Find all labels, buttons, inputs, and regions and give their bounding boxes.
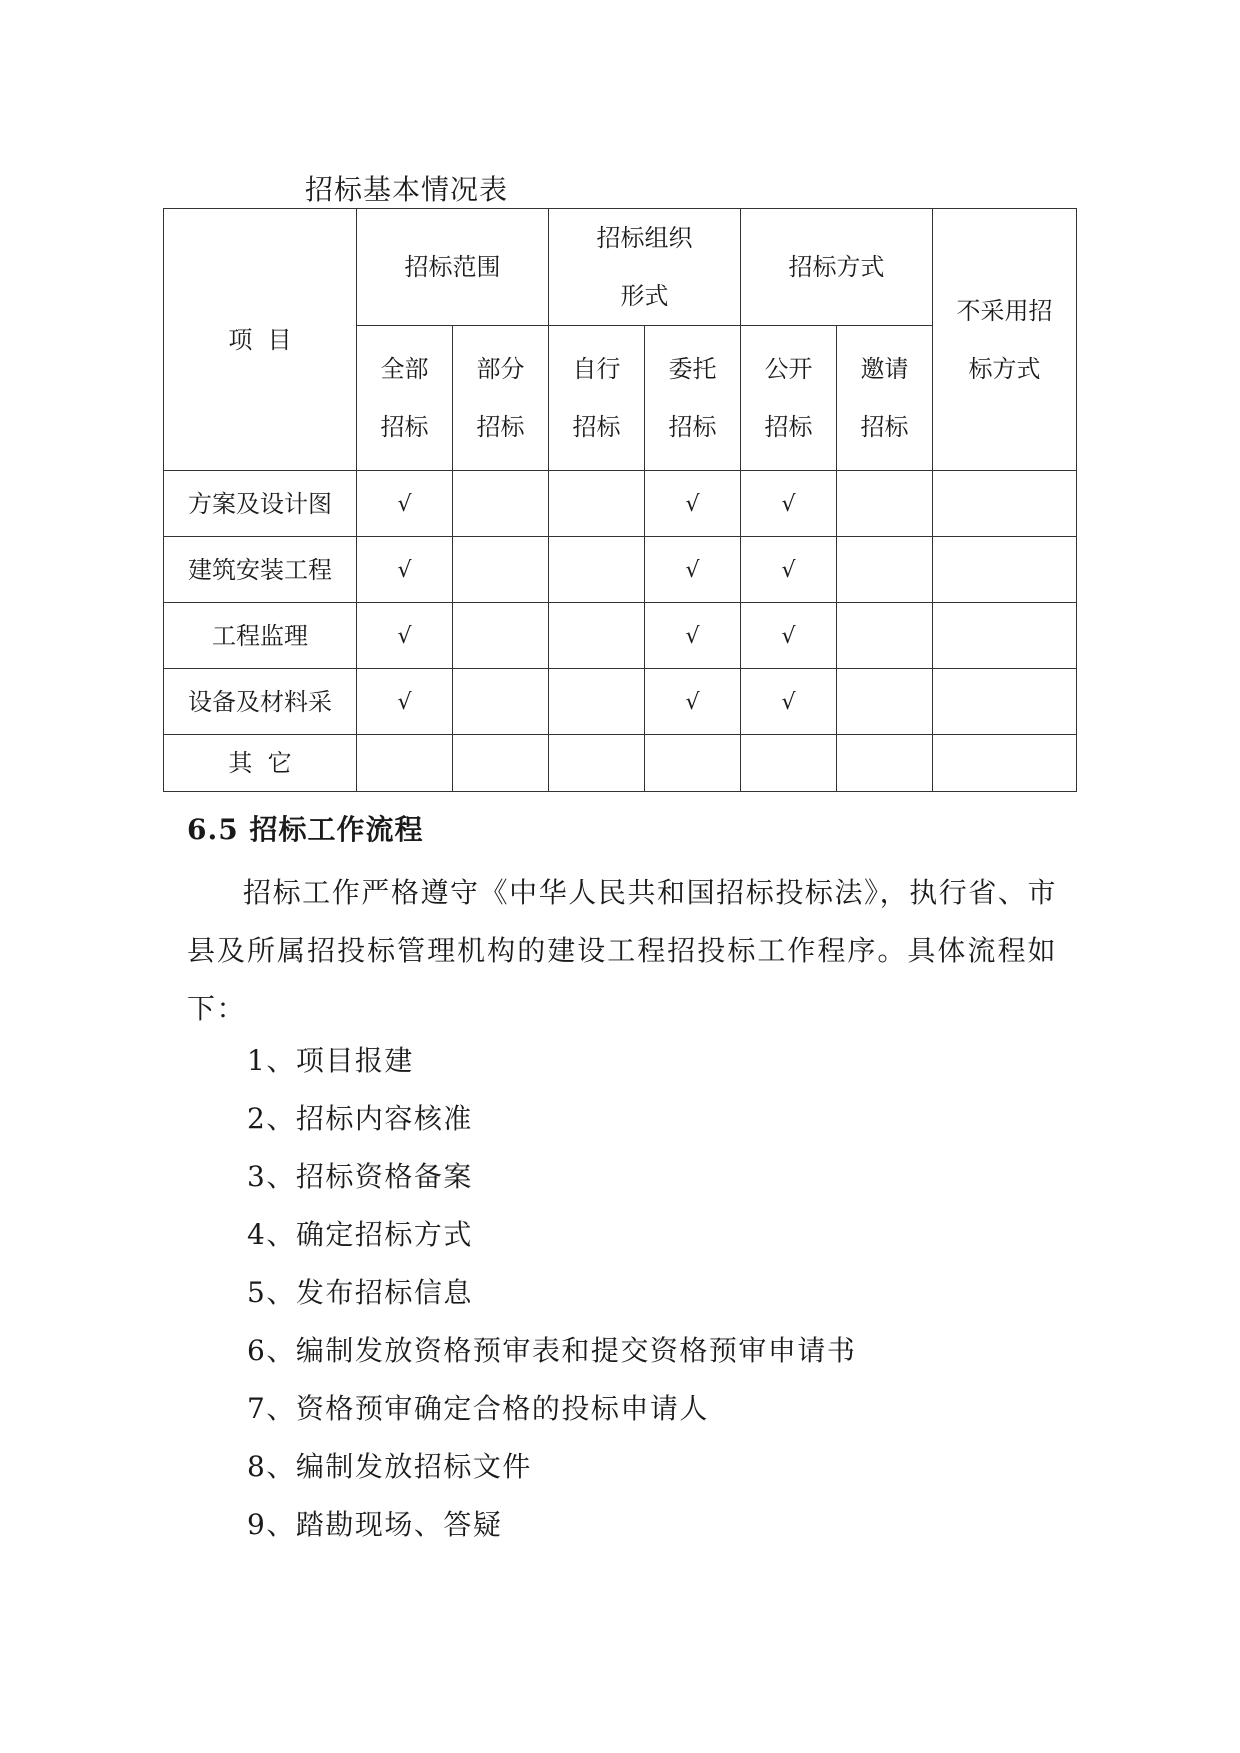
row-name: 设备及材料采 <box>188 687 332 716</box>
header-subcolumn-line2: 招标 <box>476 413 525 441</box>
list-item: 5、发布招标信息 <box>247 1276 473 1309</box>
row-name: 工程监理 <box>212 621 308 650</box>
table-cell <box>549 471 645 537</box>
table-cell <box>645 669 741 735</box>
table-cell <box>549 537 645 603</box>
row-name-cell <box>164 537 357 603</box>
header-group-label-line2: 形式 <box>620 282 669 310</box>
table-cell <box>549 735 645 792</box>
header-no-bid-cell <box>933 209 1077 471</box>
list-item: 8、编制发放招标文件 <box>247 1450 532 1483</box>
row-name: 其 它 <box>228 749 292 777</box>
table-row <box>164 537 1077 603</box>
table-cell <box>837 471 933 537</box>
table-cell <box>645 537 741 603</box>
header-no-bid-line2: 标方式 <box>968 354 1041 383</box>
header-subcolumn-line2: 招标 <box>572 413 621 441</box>
table-cell <box>837 537 933 603</box>
header-row-groups <box>164 209 1077 326</box>
header-subcolumn-line1: 全部 <box>380 355 429 383</box>
table-cell <box>453 669 549 735</box>
table-cell <box>741 669 837 735</box>
table-cell <box>933 735 1077 792</box>
table-cell <box>933 537 1077 603</box>
table-cell <box>549 603 645 669</box>
check-mark: √ <box>397 557 412 583</box>
check-mark: √ <box>781 557 796 583</box>
table-cell <box>933 669 1077 735</box>
process-steps-list <box>247 1032 856 1554</box>
row-name-cell <box>164 735 357 792</box>
list-item: 2、招标内容核准 <box>247 1102 473 1135</box>
table-cell <box>837 735 933 792</box>
table-cell <box>741 537 837 603</box>
header-subcolumn-line1: 邀请 <box>860 355 909 383</box>
header-subcolumn-cell <box>837 326 933 471</box>
table-cell <box>549 669 645 735</box>
header-subcolumn-line1: 委托 <box>668 355 717 383</box>
header-group-label: 招标方式 <box>788 253 885 281</box>
header-group-organization <box>549 209 741 326</box>
header-group-method <box>741 209 933 326</box>
check-mark: √ <box>685 623 700 649</box>
table-cell <box>453 537 549 603</box>
row-name-cell <box>164 603 357 669</box>
header-item-label: 项 目 <box>228 325 292 354</box>
list-item: 4、确定招标方式 <box>247 1218 473 1251</box>
header-subcolumn-line2: 招标 <box>668 413 717 441</box>
section-heading: 6.5 招标工作流程 <box>187 813 424 846</box>
check-mark: √ <box>685 689 700 715</box>
table-row <box>164 603 1077 669</box>
table-cell <box>453 603 549 669</box>
table-cell <box>645 735 741 792</box>
table-row <box>164 669 1077 735</box>
header-no-bid-line1: 不采用招 <box>956 296 1053 325</box>
table-cell <box>645 471 741 537</box>
row-name-cell <box>164 669 357 735</box>
check-mark: √ <box>781 623 796 649</box>
check-mark: √ <box>685 491 700 517</box>
header-subcolumn-cell <box>357 326 453 471</box>
row-name-cell <box>164 471 357 537</box>
check-mark: √ <box>685 557 700 583</box>
check-mark: √ <box>781 689 796 715</box>
intro-paragraph: 招标工作严格遵守《中华人民共和国招标投标法》，执行省、市县及所属招投标管理机构的建设工程招投标工作程序。具体流程如下： <box>187 876 1057 1025</box>
header-group-label: 招标组织 <box>596 224 693 252</box>
header-subcolumn-line2: 招标 <box>380 413 429 441</box>
table-cell <box>453 471 549 537</box>
check-mark: √ <box>397 491 412 517</box>
table-cell <box>837 669 933 735</box>
header-subcolumn-line1: 自行 <box>572 355 621 383</box>
header-subcolumn-cell <box>741 326 837 471</box>
list-item: 7、资格预审确定合格的投标申请人 <box>247 1392 709 1425</box>
table-cell <box>933 471 1077 537</box>
check-mark: √ <box>397 623 412 649</box>
table-cell <box>357 735 453 792</box>
header-subcolumn-cell <box>645 326 741 471</box>
bid-summary-table <box>163 208 1077 792</box>
table-cell <box>357 669 453 735</box>
header-item-cell <box>164 209 357 471</box>
header-subcolumn-cell <box>453 326 549 471</box>
header-group-scope <box>357 209 549 326</box>
table-cell <box>741 735 837 792</box>
list-item: 1、项目报建 <box>247 1044 414 1077</box>
list-item: 3、招标资格备案 <box>247 1160 473 1193</box>
header-subcolumn-line1: 公开 <box>764 355 813 383</box>
table-cell <box>357 471 453 537</box>
row-name: 建筑安装工程 <box>188 555 332 584</box>
header-subcolumn-line2: 招标 <box>860 413 909 441</box>
table-cell <box>453 735 549 792</box>
table-row <box>164 735 1077 792</box>
table-cell <box>645 603 741 669</box>
table-cell <box>741 471 837 537</box>
list-item: 9、踏勘现场、答疑 <box>247 1508 503 1541</box>
check-mark: √ <box>781 491 796 517</box>
table-caption: 招标基本情况表 <box>305 173 509 206</box>
header-group-label: 招标范围 <box>404 253 501 281</box>
list-item: 6、编制发放资格预审表和提交资格预审申请书 <box>247 1334 857 1367</box>
check-mark: √ <box>397 689 412 715</box>
header-subcolumn-line2: 招标 <box>764 413 813 441</box>
table-cell <box>837 603 933 669</box>
table-cell <box>741 603 837 669</box>
row-name: 方案及设计图 <box>188 489 332 518</box>
table-cell <box>933 603 1077 669</box>
table-row <box>164 471 1077 537</box>
header-subcolumn-cell <box>549 326 645 471</box>
table-cell <box>357 603 453 669</box>
header-subcolumn-line1: 部分 <box>476 355 525 383</box>
table-cell <box>357 537 453 603</box>
